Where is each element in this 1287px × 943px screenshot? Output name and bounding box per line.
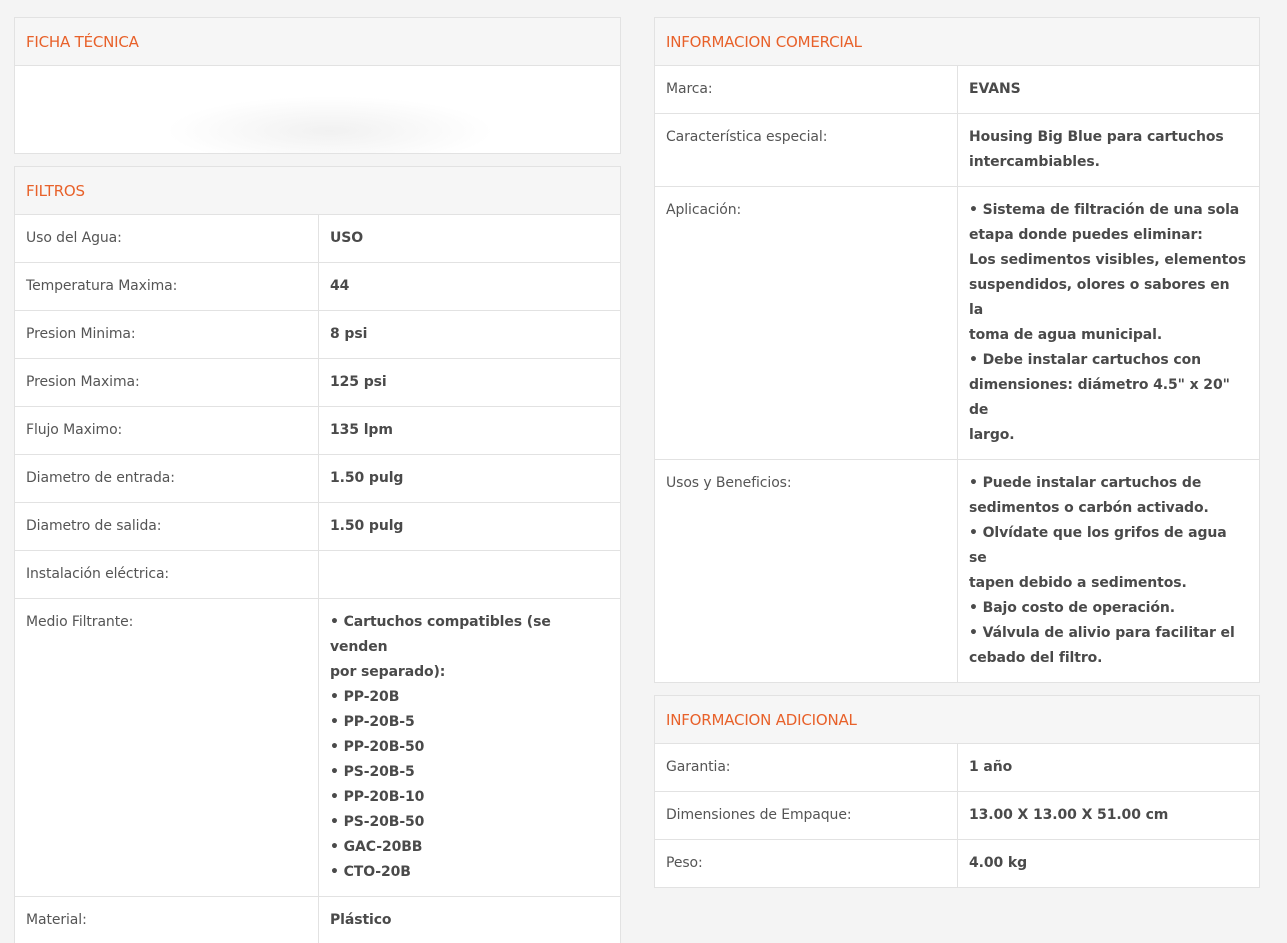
spec-row [655,460,1259,683]
left-column [14,17,621,943]
spec-row [15,263,620,311]
spec-row [655,792,1259,840]
info-adicional-title: INFORMACION ADICIONAL [655,696,1259,744]
info-adicional-table [655,744,1259,887]
right-column [654,17,1260,900]
spec-value-line: • Debe instalar cartuchos con [969,352,1201,368]
spec-label: Temperatura Maxima: [15,263,319,311]
spec-value-line: • CTO-20B [330,864,411,880]
spec-row [655,840,1259,888]
spec-value-line: intercambiables. [969,154,1100,170]
info-comercial-table [655,66,1259,682]
spec-value-line: • Sistema de filtración de una sola [969,202,1240,218]
spec-label: Garantia: [655,744,958,792]
spec-value-line: • PP-20B-5 [330,714,415,730]
spec-value-line: tapen debido a sedimentos. [969,575,1187,591]
spec-value [958,792,1260,840]
filtros-rows [15,215,620,943]
spec-value-line: USO [330,230,364,246]
filtros-title: FILTROS [15,167,620,215]
spec-value-line: • PP-20B [330,689,400,705]
spec-value-line: 1.50 pulg [330,470,404,486]
info-comercial-rows [655,66,1259,682]
spec-value [319,503,621,551]
spec-row [655,66,1259,114]
spec-value [319,455,621,503]
spec-value-line: cebado del filtro. [969,650,1103,666]
spec-row [655,114,1259,187]
spec-label: Instalación eléctrica: [15,551,319,599]
spec-row [15,359,620,407]
spec-value-line: dimensiones: diámetro 4.5" x 20" de [969,377,1230,418]
spec-value [958,66,1260,114]
faded-image-area [165,96,495,153]
spec-value [319,407,621,455]
spec-label: Uso del Agua: [15,215,319,263]
spec-row [15,455,620,503]
spec-value-line: 125 psi [330,374,387,390]
spec-value-line: sedimentos o carbón activado. [969,500,1209,516]
spec-value [958,840,1260,888]
spec-label: Aplicación: [655,187,958,460]
spec-value-line: • PS-20B-50 [330,814,425,830]
spec-label: Medio Filtrante: [15,599,319,897]
spec-value [319,215,621,263]
info-adicional-rows [655,744,1259,887]
spec-value-line: 8 psi [330,326,368,342]
info-comercial-panel [654,17,1260,683]
spec-value-line: largo. [969,427,1015,443]
filtros-table [15,215,620,943]
spec-value-line: Plástico [330,912,392,928]
spec-value [958,744,1260,792]
spec-value-line: • Puede instalar cartuchos de [969,475,1202,491]
spec-value-line: toma de agua municipal. [969,327,1163,343]
spec-value [958,114,1260,187]
spec-value-line [330,562,609,587]
spec-value-line: 135 lpm [330,422,393,438]
spec-label: Presion Minima: [15,311,319,359]
spec-label: Diametro de salida: [15,503,319,551]
info-comercial-title: INFORMACION COMERCIAL [655,18,1259,66]
spec-value-line: suspendidos, olores o sabores en la [969,277,1230,318]
spec-row [15,599,620,897]
spec-value-line: • PP-20B-10 [330,789,425,805]
spec-label: Peso: [655,840,958,888]
spec-value-line: 4.00 kg [969,855,1028,871]
spec-row [15,897,620,943]
spec-value-line: • Bajo costo de operación. [969,600,1175,616]
spec-value-line: • PS-20B-5 [330,764,415,780]
info-adicional-panel [654,695,1260,888]
spec-value-line: 44 [330,278,350,294]
spec-row [15,407,620,455]
spec-value-line: • GAC-20BB [330,839,423,855]
spec-value [319,359,621,407]
spec-value [319,897,621,943]
spec-label: Marca: [655,66,958,114]
spec-value-line: 1 año [969,759,1013,775]
spec-row [655,744,1259,792]
spec-value-line: 1.50 pulg [330,518,404,534]
spec-value [319,311,621,359]
spec-value-line: Los sedimentos visibles, elementos [969,252,1246,268]
spec-label: Diametro de entrada: [15,455,319,503]
spec-value [319,263,621,311]
spec-label: Flujo Maximo: [15,407,319,455]
spec-value-line: • Olvídate que los grifos de agua se [969,525,1227,566]
spec-value [319,551,621,599]
filtros-panel [14,166,621,943]
spec-value [319,599,621,897]
spec-label: Presion Maxima: [15,359,319,407]
spec-value-line: • Válvula de alivio para facilitar el [969,625,1235,641]
spec-value [958,187,1260,460]
spec-row [655,187,1259,460]
spec-value-line: EVANS [969,81,1021,97]
spec-label: Material: [15,897,319,943]
spec-row [15,551,620,599]
ficha-tecnica-title: FICHA TÉCNICA [15,18,620,66]
spec-row [15,503,620,551]
spec-value-line: 13.00 X 13.00 X 51.00 cm [969,807,1169,823]
spec-value-line: • PP-20B-50 [330,739,425,755]
spec-label: Característica especial: [655,114,958,187]
spec-value-line: por separado): [330,664,446,680]
spec-value-line: etapa donde puedes eliminar: [969,227,1203,243]
spec-value [958,460,1260,683]
spec-value-line: • Cartuchos compatibles (se venden [330,614,551,655]
spec-label: Usos y Beneficios: [655,460,958,683]
ficha-tecnica-body [15,66,620,153]
spec-row [15,215,620,263]
spec-value-line: Housing Big Blue para cartuchos [969,129,1224,145]
spec-row [15,311,620,359]
spec-label: Dimensiones de Empaque: [655,792,958,840]
ficha-tecnica-panel [14,17,621,154]
